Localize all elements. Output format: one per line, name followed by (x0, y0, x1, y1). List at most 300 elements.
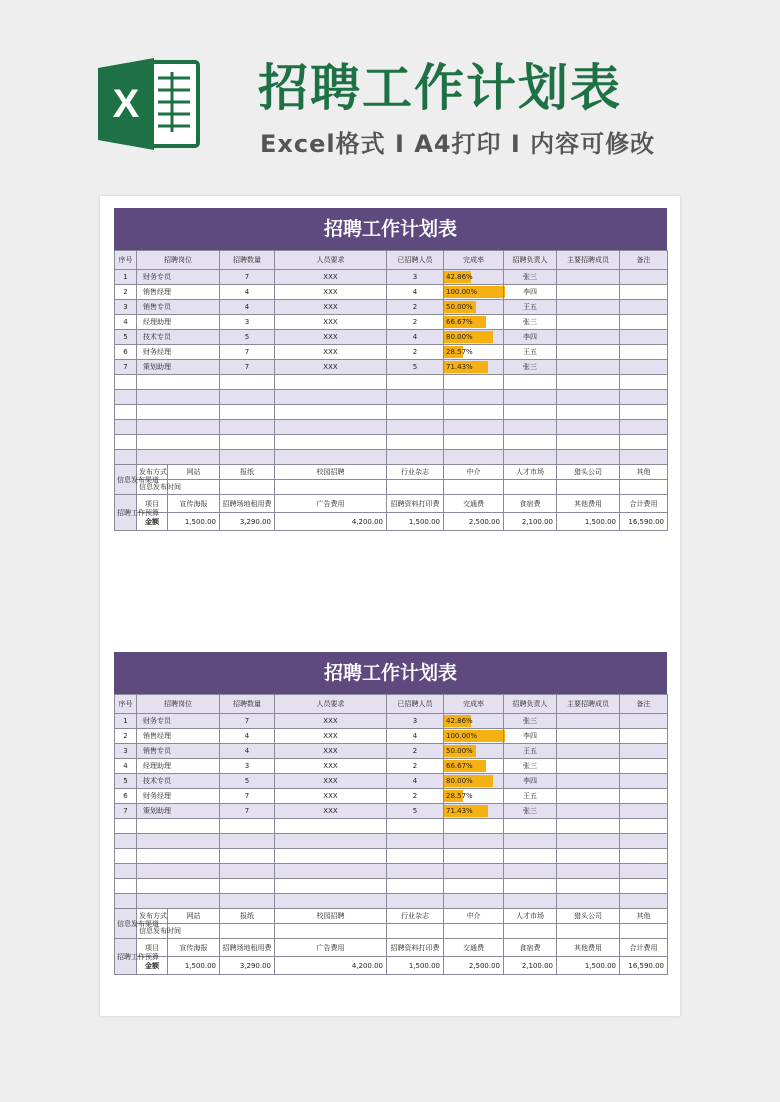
channel-item-cell[interactable]: 猎头公司 (557, 909, 620, 924)
empty-cell[interactable] (557, 390, 620, 405)
row-number-cell[interactable]: 4 (115, 315, 137, 330)
budget-item-cell[interactable]: 招聘资料打印费 (387, 939, 444, 957)
channel-group-label[interactable]: 信息发布渠道 (115, 909, 137, 939)
row-number-cell[interactable]: 7 (115, 360, 137, 375)
empty-cell[interactable] (220, 864, 275, 879)
empty-cell[interactable] (620, 849, 668, 864)
empty-cell[interactable] (620, 879, 668, 894)
budget-item-cell[interactable]: 食宿费 (504, 495, 557, 513)
note-cell[interactable] (620, 315, 668, 330)
quantity-cell[interactable]: 7 (220, 804, 275, 819)
empty-cell[interactable] (387, 450, 444, 465)
column-header[interactable]: 招聘数量 (220, 251, 275, 270)
quantity-cell[interactable]: 3 (220, 759, 275, 774)
member-cell[interactable] (557, 804, 620, 819)
position-cell[interactable]: 策划助理 (137, 360, 220, 375)
completion-rate-cell[interactable] (444, 300, 504, 315)
member-cell[interactable] (557, 789, 620, 804)
completion-rate-cell[interactable] (444, 315, 504, 330)
empty-cell[interactable] (137, 435, 220, 450)
completion-rate-cell[interactable] (444, 744, 504, 759)
empty-cell[interactable] (557, 435, 620, 450)
budget-amount-cell[interactable]: 2,100.00 (504, 957, 557, 975)
position-cell[interactable]: 财务经理 (137, 789, 220, 804)
column-header[interactable]: 完成率 (444, 695, 504, 714)
channel-item-cell[interactable]: 网站 (168, 909, 220, 924)
member-cell[interactable] (557, 729, 620, 744)
completion-rate-cell[interactable] (444, 759, 504, 774)
empty-cell[interactable] (504, 819, 557, 834)
quantity-cell[interactable]: 4 (220, 285, 275, 300)
channel-item-cell[interactable]: 中介 (444, 465, 504, 480)
hired-cell[interactable]: 5 (387, 804, 444, 819)
empty-cell[interactable] (504, 894, 557, 909)
position-cell[interactable]: 经理助理 (137, 759, 220, 774)
row-number-cell[interactable]: 6 (115, 345, 137, 360)
empty-cell[interactable] (115, 405, 137, 420)
owner-cell[interactable]: 李四 (504, 729, 557, 744)
requirement-cell[interactable]: XXX (275, 804, 387, 819)
budget-amount-cell[interactable]: 1,500.00 (168, 957, 220, 975)
quantity-cell[interactable]: 7 (220, 714, 275, 729)
empty-cell[interactable] (620, 390, 668, 405)
column-header[interactable]: 序号 (115, 251, 137, 270)
column-header[interactable]: 人员要求 (275, 251, 387, 270)
empty-cell[interactable] (220, 819, 275, 834)
empty-cell[interactable] (444, 450, 504, 465)
time-label[interactable]: 信息发布时间 (137, 480, 168, 495)
note-cell[interactable] (620, 360, 668, 375)
channel-time-cell[interactable] (444, 924, 504, 939)
empty-cell[interactable] (220, 834, 275, 849)
column-header[interactable]: 人员要求 (275, 695, 387, 714)
empty-cell[interactable] (620, 894, 668, 909)
row-number-cell[interactable]: 1 (115, 714, 137, 729)
completion-rate-cell[interactable] (444, 714, 504, 729)
owner-cell[interactable]: 张三 (504, 270, 557, 285)
column-header[interactable]: 招聘岗位 (137, 695, 220, 714)
empty-cell[interactable] (557, 894, 620, 909)
completion-rate-cell[interactable] (444, 789, 504, 804)
member-cell[interactable] (557, 759, 620, 774)
empty-cell[interactable] (444, 405, 504, 420)
position-cell[interactable]: 技术专员 (137, 774, 220, 789)
empty-cell[interactable] (444, 420, 504, 435)
requirement-cell[interactable]: XXX (275, 774, 387, 789)
member-cell[interactable] (557, 345, 620, 360)
empty-cell[interactable] (504, 450, 557, 465)
empty-cell[interactable] (115, 435, 137, 450)
empty-cell[interactable] (444, 819, 504, 834)
empty-cell[interactable] (557, 849, 620, 864)
requirement-cell[interactable]: XXX (275, 315, 387, 330)
quantity-cell[interactable]: 5 (220, 774, 275, 789)
budget-amount-cell[interactable]: 16,590.00 (620, 957, 668, 975)
budget-amount-cell[interactable]: 2,100.00 (504, 513, 557, 531)
budget-item-cell[interactable]: 招聘资料打印费 (387, 495, 444, 513)
empty-cell[interactable] (504, 864, 557, 879)
empty-cell[interactable] (504, 834, 557, 849)
empty-cell[interactable] (444, 879, 504, 894)
channel-time-cell[interactable] (220, 480, 275, 495)
quantity-cell[interactable]: 5 (220, 330, 275, 345)
empty-cell[interactable] (275, 879, 387, 894)
requirement-cell[interactable]: XXX (275, 360, 387, 375)
note-cell[interactable] (620, 774, 668, 789)
empty-cell[interactable] (557, 864, 620, 879)
channel-item-cell[interactable]: 校园招聘 (275, 909, 387, 924)
column-header[interactable]: 备注 (620, 251, 668, 270)
requirement-cell[interactable]: XXX (275, 345, 387, 360)
empty-cell[interactable] (387, 819, 444, 834)
requirement-cell[interactable]: XXX (275, 285, 387, 300)
budget-item-cell[interactable]: 交通费 (444, 495, 504, 513)
note-cell[interactable] (620, 345, 668, 360)
empty-cell[interactable] (220, 450, 275, 465)
channel-group-label[interactable]: 信息发布渠道 (115, 465, 137, 495)
position-cell[interactable]: 销售经理 (137, 285, 220, 300)
channel-item-cell[interactable]: 其他 (620, 909, 668, 924)
empty-cell[interactable] (137, 450, 220, 465)
quantity-cell[interactable]: 4 (220, 729, 275, 744)
empty-cell[interactable] (275, 450, 387, 465)
empty-cell[interactable] (115, 834, 137, 849)
method-label[interactable]: 发布方式 (137, 465, 168, 480)
hired-cell[interactable]: 4 (387, 729, 444, 744)
time-label[interactable]: 信息发布时间 (137, 924, 168, 939)
note-cell[interactable] (620, 804, 668, 819)
hired-cell[interactable]: 2 (387, 345, 444, 360)
budget-item-cell[interactable]: 食宿费 (504, 939, 557, 957)
position-cell[interactable]: 财务专员 (137, 270, 220, 285)
budget-group-label[interactable]: 招聘工作预算 (115, 495, 137, 531)
channel-time-cell[interactable] (220, 924, 275, 939)
budget-amount-cell[interactable]: 1,500.00 (557, 513, 620, 531)
empty-cell[interactable] (275, 894, 387, 909)
empty-cell[interactable] (557, 819, 620, 834)
column-header[interactable]: 备注 (620, 695, 668, 714)
channel-time-cell[interactable] (387, 924, 444, 939)
amount-label[interactable]: 金额 (137, 513, 168, 531)
hired-cell[interactable]: 4 (387, 774, 444, 789)
channel-item-cell[interactable]: 校园招聘 (275, 465, 387, 480)
empty-cell[interactable] (444, 375, 504, 390)
owner-cell[interactable]: 王五 (504, 744, 557, 759)
column-header[interactable]: 序号 (115, 695, 137, 714)
channel-time-cell[interactable] (275, 480, 387, 495)
budget-item-cell[interactable]: 合计费用 (620, 939, 668, 957)
empty-cell[interactable] (115, 375, 137, 390)
column-header[interactable]: 招聘负责人 (504, 251, 557, 270)
empty-cell[interactable] (504, 435, 557, 450)
row-number-cell[interactable]: 7 (115, 804, 137, 819)
completion-rate-cell[interactable] (444, 774, 504, 789)
empty-cell[interactable] (115, 864, 137, 879)
channel-time-cell[interactable] (444, 480, 504, 495)
amount-label[interactable]: 金额 (137, 957, 168, 975)
member-cell[interactable] (557, 300, 620, 315)
method-label[interactable]: 发布方式 (137, 909, 168, 924)
owner-cell[interactable]: 张三 (504, 759, 557, 774)
quantity-cell[interactable]: 7 (220, 270, 275, 285)
hired-cell[interactable]: 2 (387, 744, 444, 759)
empty-cell[interactable] (620, 864, 668, 879)
column-header[interactable]: 招聘负责人 (504, 695, 557, 714)
position-cell[interactable]: 销售专员 (137, 744, 220, 759)
budget-amount-cell[interactable]: 2,500.00 (444, 513, 504, 531)
empty-cell[interactable] (220, 375, 275, 390)
empty-cell[interactable] (557, 375, 620, 390)
quantity-cell[interactable]: 3 (220, 315, 275, 330)
member-cell[interactable] (557, 270, 620, 285)
position-cell[interactable]: 技术专员 (137, 330, 220, 345)
empty-cell[interactable] (387, 894, 444, 909)
member-cell[interactable] (557, 285, 620, 300)
empty-cell[interactable] (504, 879, 557, 894)
empty-cell[interactable] (557, 450, 620, 465)
empty-cell[interactable] (387, 879, 444, 894)
member-cell[interactable] (557, 774, 620, 789)
empty-cell[interactable] (220, 849, 275, 864)
member-cell[interactable] (557, 360, 620, 375)
position-cell[interactable]: 财务经理 (137, 345, 220, 360)
completion-rate-cell[interactable] (444, 360, 504, 375)
empty-cell[interactable] (220, 405, 275, 420)
owner-cell[interactable]: 李四 (504, 330, 557, 345)
empty-cell[interactable] (115, 879, 137, 894)
owner-cell[interactable]: 王五 (504, 345, 557, 360)
empty-cell[interactable] (620, 420, 668, 435)
note-cell[interactable] (620, 714, 668, 729)
empty-cell[interactable] (220, 435, 275, 450)
empty-cell[interactable] (387, 375, 444, 390)
empty-cell[interactable] (275, 819, 387, 834)
empty-cell[interactable] (275, 849, 387, 864)
budget-amount-cell[interactable]: 3,290.00 (220, 957, 275, 975)
requirement-cell[interactable]: XXX (275, 744, 387, 759)
row-number-cell[interactable]: 5 (115, 774, 137, 789)
requirement-cell[interactable]: XXX (275, 759, 387, 774)
channel-time-cell[interactable] (557, 480, 620, 495)
position-cell[interactable]: 销售经理 (137, 729, 220, 744)
requirement-cell[interactable]: XXX (275, 789, 387, 804)
channel-item-cell[interactable]: 行业杂志 (387, 465, 444, 480)
owner-cell[interactable]: 张三 (504, 315, 557, 330)
note-cell[interactable] (620, 789, 668, 804)
row-number-cell[interactable]: 2 (115, 285, 137, 300)
owner-cell[interactable]: 王五 (504, 789, 557, 804)
position-cell[interactable]: 销售专员 (137, 300, 220, 315)
row-number-cell[interactable]: 3 (115, 744, 137, 759)
budget-item-cell[interactable]: 其他费用 (557, 495, 620, 513)
empty-cell[interactable] (137, 405, 220, 420)
note-cell[interactable] (620, 330, 668, 345)
row-number-cell[interactable]: 4 (115, 759, 137, 774)
completion-rate-cell[interactable] (444, 270, 504, 285)
budget-item-cell[interactable]: 宣传海报 (168, 939, 220, 957)
empty-cell[interactable] (137, 819, 220, 834)
channel-item-cell[interactable]: 报纸 (220, 465, 275, 480)
empty-cell[interactable] (220, 879, 275, 894)
channel-item-cell[interactable]: 行业杂志 (387, 909, 444, 924)
channel-time-cell[interactable] (504, 924, 557, 939)
quantity-cell[interactable]: 7 (220, 345, 275, 360)
empty-cell[interactable] (275, 834, 387, 849)
empty-cell[interactable] (137, 390, 220, 405)
empty-cell[interactable] (444, 894, 504, 909)
quantity-cell[interactable]: 4 (220, 300, 275, 315)
budget-amount-cell[interactable]: 16,590.00 (620, 513, 668, 531)
empty-cell[interactable] (115, 819, 137, 834)
empty-cell[interactable] (275, 435, 387, 450)
empty-cell[interactable] (137, 375, 220, 390)
requirement-cell[interactable]: XXX (275, 300, 387, 315)
empty-cell[interactable] (504, 405, 557, 420)
member-cell[interactable] (557, 714, 620, 729)
empty-cell[interactable] (387, 849, 444, 864)
empty-cell[interactable] (504, 420, 557, 435)
hired-cell[interactable]: 3 (387, 270, 444, 285)
note-cell[interactable] (620, 744, 668, 759)
row-number-cell[interactable]: 5 (115, 330, 137, 345)
note-cell[interactable] (620, 285, 668, 300)
empty-cell[interactable] (387, 834, 444, 849)
row-number-cell[interactable]: 6 (115, 789, 137, 804)
budget-item-cell[interactable]: 交通费 (444, 939, 504, 957)
empty-cell[interactable] (275, 405, 387, 420)
channel-time-cell[interactable] (387, 480, 444, 495)
completion-rate-cell[interactable] (444, 330, 504, 345)
position-cell[interactable]: 经理助理 (137, 315, 220, 330)
row-number-cell[interactable]: 2 (115, 729, 137, 744)
hired-cell[interactable]: 5 (387, 360, 444, 375)
empty-cell[interactable] (137, 849, 220, 864)
hired-cell[interactable]: 2 (387, 315, 444, 330)
budget-group-label[interactable]: 招聘工作预算 (115, 939, 137, 975)
empty-cell[interactable] (275, 390, 387, 405)
empty-cell[interactable] (275, 375, 387, 390)
channel-item-cell[interactable]: 其他 (620, 465, 668, 480)
row-number-cell[interactable]: 3 (115, 300, 137, 315)
hired-cell[interactable]: 2 (387, 759, 444, 774)
column-header[interactable]: 招聘数量 (220, 695, 275, 714)
budget-amount-cell[interactable]: 4,200.00 (275, 957, 387, 975)
empty-cell[interactable] (387, 420, 444, 435)
budget-amount-cell[interactable]: 1,500.00 (168, 513, 220, 531)
empty-cell[interactable] (557, 420, 620, 435)
empty-cell[interactable] (275, 420, 387, 435)
column-header[interactable]: 完成率 (444, 251, 504, 270)
empty-cell[interactable] (504, 849, 557, 864)
budget-item-cell[interactable]: 宣传海报 (168, 495, 220, 513)
empty-cell[interactable] (115, 420, 137, 435)
channel-item-cell[interactable]: 网站 (168, 465, 220, 480)
note-cell[interactable] (620, 759, 668, 774)
completion-rate-cell[interactable] (444, 804, 504, 819)
empty-cell[interactable] (504, 390, 557, 405)
empty-cell[interactable] (620, 834, 668, 849)
owner-cell[interactable]: 张三 (504, 804, 557, 819)
channel-time-cell[interactable] (620, 480, 668, 495)
empty-cell[interactable] (275, 864, 387, 879)
budget-item-cell[interactable]: 其他费用 (557, 939, 620, 957)
empty-cell[interactable] (620, 435, 668, 450)
empty-cell[interactable] (115, 849, 137, 864)
owner-cell[interactable]: 张三 (504, 714, 557, 729)
channel-time-cell[interactable] (504, 480, 557, 495)
empty-cell[interactable] (444, 390, 504, 405)
empty-cell[interactable] (557, 405, 620, 420)
empty-cell[interactable] (620, 450, 668, 465)
note-cell[interactable] (620, 729, 668, 744)
budget-item-cell[interactable]: 招聘场地租用费 (220, 939, 275, 957)
empty-cell[interactable] (387, 864, 444, 879)
member-cell[interactable] (557, 315, 620, 330)
budget-amount-cell[interactable]: 1,500.00 (387, 957, 444, 975)
hired-cell[interactable]: 3 (387, 714, 444, 729)
completion-rate-cell[interactable] (444, 345, 504, 360)
empty-cell[interactable] (220, 390, 275, 405)
empty-cell[interactable] (504, 375, 557, 390)
column-header[interactable]: 招聘岗位 (137, 251, 220, 270)
empty-cell[interactable] (220, 894, 275, 909)
quantity-cell[interactable]: 7 (220, 789, 275, 804)
hired-cell[interactable]: 2 (387, 300, 444, 315)
channel-item-cell[interactable]: 猎头公司 (557, 465, 620, 480)
empty-cell[interactable] (137, 834, 220, 849)
hired-cell[interactable]: 4 (387, 330, 444, 345)
empty-cell[interactable] (620, 819, 668, 834)
requirement-cell[interactable]: XXX (275, 330, 387, 345)
budget-amount-cell[interactable]: 1,500.00 (557, 957, 620, 975)
column-header[interactable]: 主要招聘成员 (557, 251, 620, 270)
empty-cell[interactable] (444, 834, 504, 849)
row-number-cell[interactable]: 1 (115, 270, 137, 285)
empty-cell[interactable] (620, 375, 668, 390)
completion-rate-cell[interactable] (444, 285, 504, 300)
empty-cell[interactable] (557, 879, 620, 894)
note-cell[interactable] (620, 270, 668, 285)
empty-cell[interactable] (387, 405, 444, 420)
budget-item-cell[interactable]: 合计费用 (620, 495, 668, 513)
channel-time-cell[interactable] (557, 924, 620, 939)
position-cell[interactable]: 财务专员 (137, 714, 220, 729)
item-label[interactable]: 项目 (137, 495, 168, 513)
empty-cell[interactable] (220, 420, 275, 435)
requirement-cell[interactable]: XXX (275, 270, 387, 285)
empty-cell[interactable] (115, 390, 137, 405)
budget-item-cell[interactable]: 招聘场地租用费 (220, 495, 275, 513)
member-cell[interactable] (557, 744, 620, 759)
member-cell[interactable] (557, 330, 620, 345)
item-label[interactable]: 项目 (137, 939, 168, 957)
channel-time-cell[interactable] (620, 924, 668, 939)
note-cell[interactable] (620, 300, 668, 315)
empty-cell[interactable] (387, 390, 444, 405)
budget-amount-cell[interactable]: 4,200.00 (275, 513, 387, 531)
channel-time-cell[interactable] (275, 924, 387, 939)
empty-cell[interactable] (620, 405, 668, 420)
position-cell[interactable]: 策划助理 (137, 804, 220, 819)
requirement-cell[interactable]: XXX (275, 729, 387, 744)
owner-cell[interactable]: 张三 (504, 360, 557, 375)
channel-item-cell[interactable]: 报纸 (220, 909, 275, 924)
empty-cell[interactable] (444, 864, 504, 879)
quantity-cell[interactable]: 4 (220, 744, 275, 759)
budget-amount-cell[interactable]: 3,290.00 (220, 513, 275, 531)
budget-item-cell[interactable]: 广告费用 (275, 495, 387, 513)
requirement-cell[interactable]: XXX (275, 714, 387, 729)
